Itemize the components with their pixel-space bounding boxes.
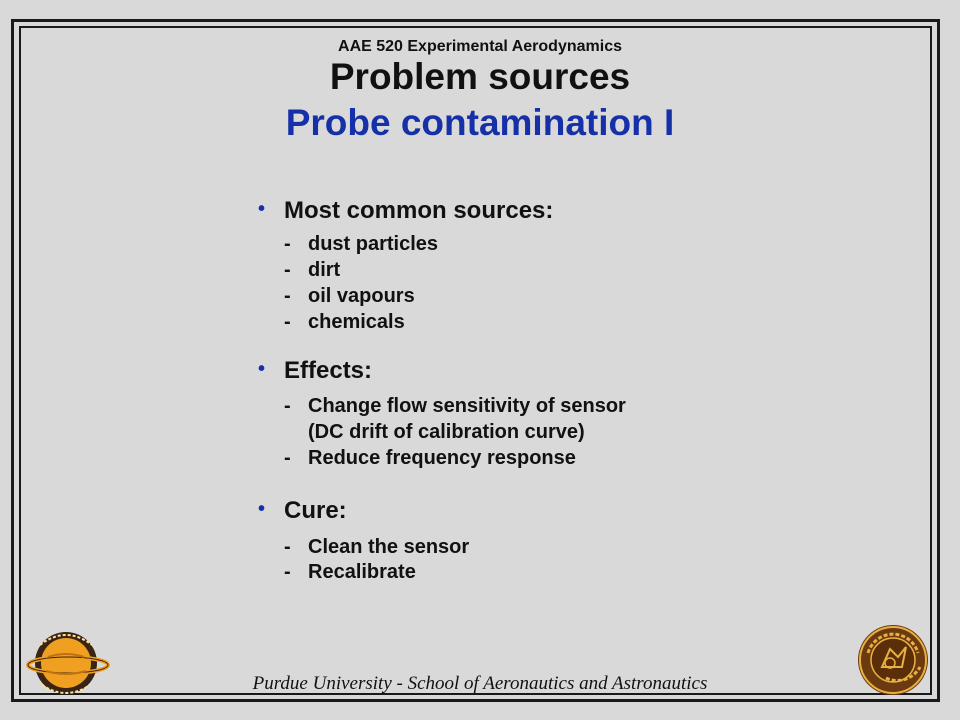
dash-icon: - [284, 285, 291, 307]
dash-icon: - [284, 259, 291, 281]
dash-icon: - [284, 561, 291, 583]
slide-subtitle: Probe contamination I [285, 102, 675, 143]
bullet-icon: • [258, 198, 266, 220]
dash-icon: - [284, 233, 291, 255]
dash-icon: - [284, 395, 291, 417]
dash-icon: - [284, 447, 291, 469]
course-name: AAE 520 Experimental Aerodynamics [338, 38, 622, 55]
footer-credit: Purdue University - School of Aeronautics and Astronautics [252, 673, 708, 694]
list-item: - Change flow sensitivity of sensor [284, 395, 626, 417]
list-item: - chemicals [284, 311, 405, 333]
bullet-icon: • [258, 498, 266, 520]
list-item: - Reduce frequency response [284, 447, 576, 469]
list-item: - dirt [284, 259, 341, 281]
section-heading-effects: Effects: [284, 357, 373, 384]
section-heading-cure: Cure: [284, 497, 347, 524]
section-heading-sources: Most common sources: [284, 197, 554, 224]
list-item-continuation: (DC drift of calibration curve) [308, 421, 585, 443]
list-item: - Recalibrate [284, 561, 416, 583]
list-item: - Clean the sensor [284, 536, 470, 558]
list-item: - dust particles [284, 233, 439, 255]
bullet-icon: • [258, 358, 266, 380]
dash-icon: - [284, 536, 291, 558]
slide-title: Problem sources [329, 56, 631, 97]
list-item: - oil vapours [284, 285, 415, 307]
dash-icon: - [284, 311, 291, 333]
